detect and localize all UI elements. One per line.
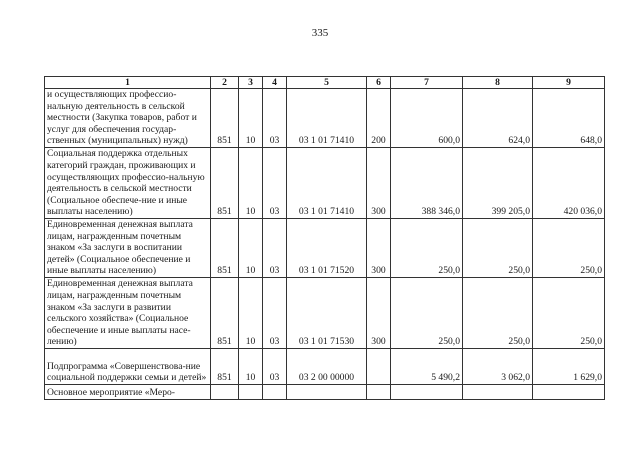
- cell-amount-7: 388 346,0: [391, 148, 463, 219]
- cell-amount-7: 5 490,2: [391, 348, 463, 384]
- cell-amount-9: [533, 384, 605, 399]
- cell-target-article: 03 1 01 71520: [287, 219, 367, 278]
- header-cell: 7: [391, 77, 463, 89]
- cell-amount-9: 250,0: [533, 277, 605, 348]
- cell-subsection: 03: [263, 348, 287, 384]
- cell-expense-type: [367, 384, 391, 399]
- cell-ministry: 851: [211, 89, 239, 148]
- cell-section: [239, 384, 263, 399]
- cell-amount-7: 250,0: [391, 219, 463, 278]
- cell-target-article: [287, 384, 367, 399]
- row-name: Подпрограмма «Совершенствова-ние социальной поддержки семьи и детей»: [45, 348, 211, 384]
- table-row: [45, 89, 605, 148]
- header-cell: 9: [533, 77, 605, 89]
- cell-target-article: 03 1 01 71410: [287, 89, 367, 148]
- cell-section: 10: [239, 89, 263, 148]
- cell-expense-type: [367, 348, 391, 384]
- cell-amount-8: 3 062,0: [463, 348, 533, 384]
- cell-amount-9: 648,0: [533, 89, 605, 148]
- cell-amount-8: 250,0: [463, 219, 533, 278]
- cell-subsection: [263, 384, 287, 399]
- row-name: Единовременная денежная выплата лицам, награжденным почетным знаком «За заслуги в развитии сельского хозяйства» (Социальное обеспечение и иные выплаты насе-лению): [45, 277, 211, 348]
- cell-section: 10: [239, 277, 263, 348]
- cell-amount-8: 399 205,0: [463, 148, 533, 219]
- budget-table: [44, 76, 605, 400]
- cell-expense-type: 300: [367, 148, 391, 219]
- cell-section: 10: [239, 348, 263, 384]
- header-cell: 6: [367, 77, 391, 89]
- cell-section: 10: [239, 219, 263, 278]
- cell-expense-type: 300: [367, 219, 391, 278]
- row-name: Единовременная денежная выплата лицам, награжденным почетным знаком «За заслуги в воспитании детей» (Социальное обеспечение и иные выплаты населению): [45, 219, 211, 278]
- cell-subsection: 03: [263, 89, 287, 148]
- row-name: Основное мероприятие «Меро-: [45, 384, 211, 399]
- row-name: Социальная поддержка отдельных категорий граждан, проживающих и осуществляющих профессио-нальную деятельность в сельской местности (Социальное обеспече-ние и иные выплаты населению): [45, 148, 211, 219]
- table-row: [45, 384, 605, 399]
- page-number: 335: [311, 27, 329, 39]
- cell-amount-9: 420 036,0: [533, 148, 605, 219]
- cell-amount-8: 624,0: [463, 89, 533, 148]
- table-row: [45, 277, 605, 348]
- cell-amount-8: 250,0: [463, 277, 533, 348]
- cell-target-article: 03 1 01 71410: [287, 148, 367, 219]
- cell-target-article: 03 1 01 71530: [287, 277, 367, 348]
- cell-subsection: 03: [263, 148, 287, 219]
- cell-subsection: 03: [263, 277, 287, 348]
- table-row: [45, 148, 605, 219]
- cell-amount-9: 1 629,0: [533, 348, 605, 384]
- cell-ministry: 851: [211, 148, 239, 219]
- cell-ministry: 851: [211, 348, 239, 384]
- row-name: и осуществляющих профессио-нальную деятельность в сельской местности (Закупка товаров, работ и услуг для обеспечения государ-ственных (муниципальных) нужд): [45, 89, 211, 148]
- cell-ministry: [211, 384, 239, 399]
- cell-ministry: 851: [211, 219, 239, 278]
- cell-amount-7: 250,0: [391, 277, 463, 348]
- table-row: [45, 219, 605, 278]
- header-cell: 3: [239, 77, 263, 89]
- header-cell: 8: [463, 77, 533, 89]
- cell-amount-8: [463, 384, 533, 399]
- table-row: [45, 348, 605, 384]
- cell-expense-type: 300: [367, 277, 391, 348]
- header-cell: 5: [287, 77, 367, 89]
- header-row: [45, 77, 605, 89]
- cell-amount-7: [391, 384, 463, 399]
- cell-subsection: 03: [263, 219, 287, 278]
- cell-amount-9: 250,0: [533, 219, 605, 278]
- cell-ministry: 851: [211, 277, 239, 348]
- cell-target-article: 03 2 00 00000: [287, 348, 367, 384]
- cell-expense-type: 200: [367, 89, 391, 148]
- header-cell: 1: [45, 77, 211, 89]
- cell-section: 10: [239, 148, 263, 219]
- cell-amount-7: 600,0: [391, 89, 463, 148]
- header-cell: 4: [263, 77, 287, 89]
- header-cell: 2: [211, 77, 239, 89]
